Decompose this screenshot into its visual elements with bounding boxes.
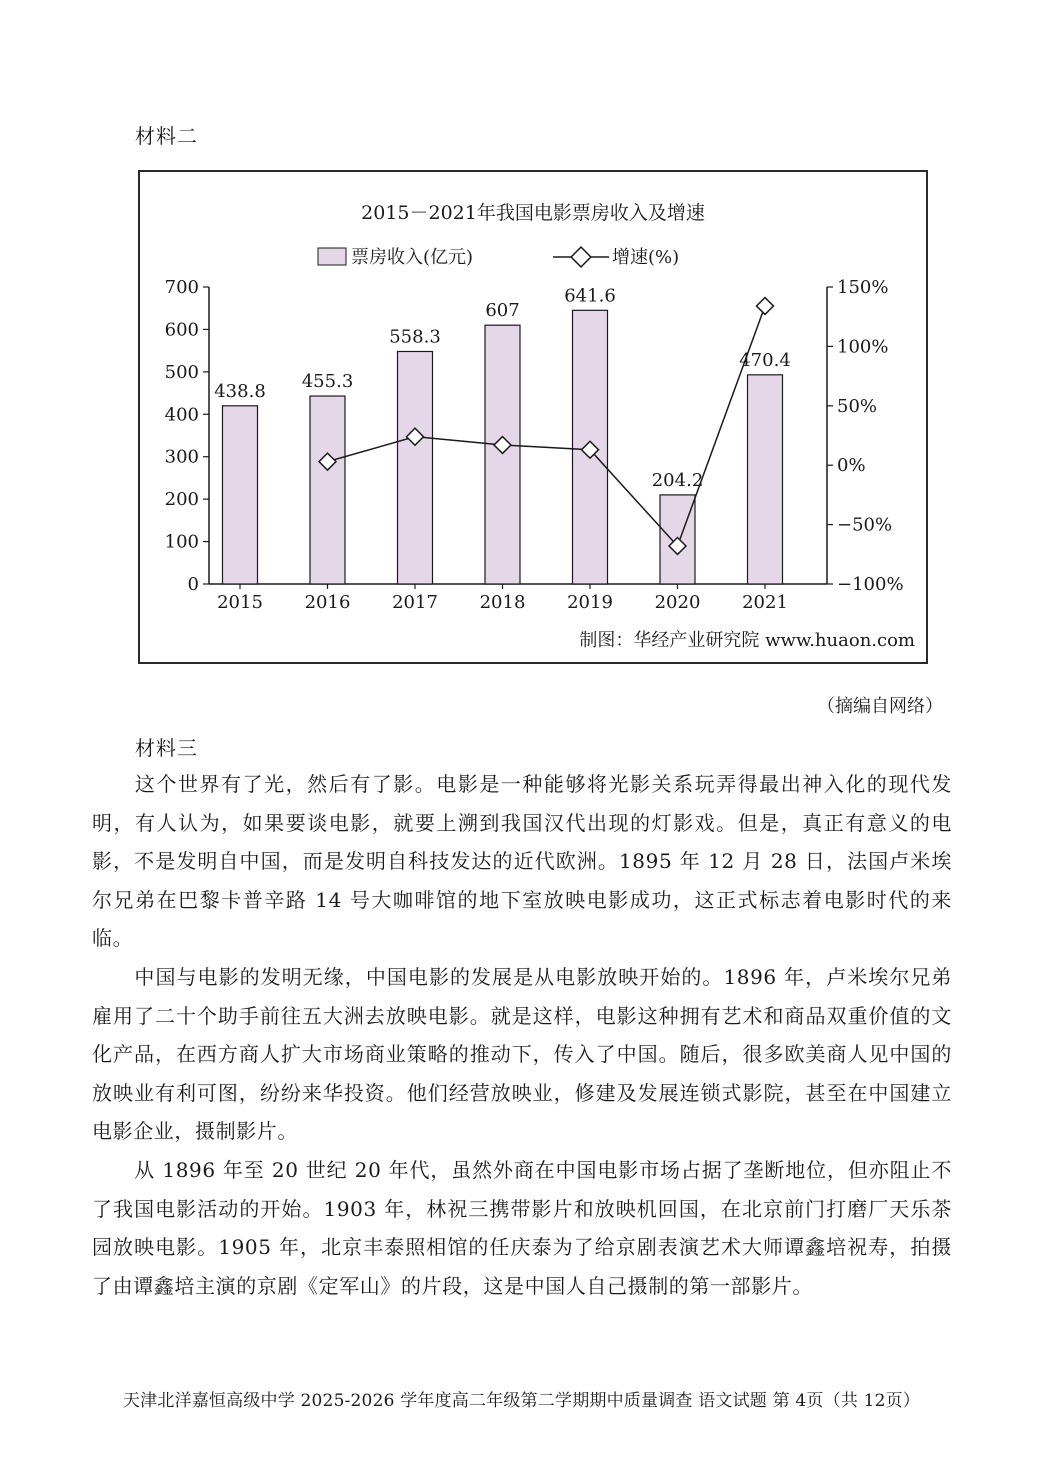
- x-tick-label-2021: 2021: [742, 592, 788, 613]
- paragraph-1: [92, 765, 952, 958]
- bar-2018: [485, 325, 520, 584]
- chart-canvas: [140, 172, 926, 662]
- legend-bar-swatch: [318, 248, 346, 265]
- paragraph-1-text: 这个世界有了光，然后有了影。电影是一种能够将光影关系玩弄得最出神入化的现代发明，有人认为，如果要谈电影，就要上溯到我国汉代出现的灯影戏。但是，真正有意义的电影，不是发明自中国，而是发明自科技发达的近代欧洲。1895 年 12 月 28 日，法国卢米埃尔兄弟在巴黎卡普辛路 14 号大咖啡馆的地下室放映电影成功，这正式标志着电影时代的来临。: [92, 772, 952, 951]
- legend-line-label: 增速(%): [612, 247, 680, 268]
- bar-label-2015: 438.8: [214, 380, 266, 402]
- y-left-tick-label: 600: [164, 319, 199, 341]
- bar-2021: [748, 375, 783, 584]
- paragraph-2-text: 中国与电影的发明无缘，中国电影的发展是从电影放映开始的。1896 年，卢米埃尔兄弟雇用了二十个助手前往五大洲去放映电影。就是这样，电影这种拥有艺术和商品双重价值的文化产品，在西方商人扩大市场商业策略的推动下，传入了中国。随后，很多欧美商人见中国的放映业有利可图，纷纷来华投资。他们经营放映业，修建及发展连锁式影院，甚至在中国建立电影企业，摄制影片。: [92, 965, 952, 1144]
- bar-label-2019: 641.6: [564, 285, 616, 307]
- y-left-tick-label: 400: [164, 404, 199, 426]
- paragraph-2: [92, 958, 952, 1151]
- x-tick-label-2016: 2016: [304, 592, 351, 613]
- source-note: （摘编自网络）: [817, 696, 943, 717]
- chart-credit: 制图：华经产业研究院 www.huaon.com: [579, 630, 915, 651]
- growth-point-2021: [757, 298, 774, 315]
- legend-bar-label: 票房收入(亿元): [351, 247, 474, 268]
- x-tick-label-2017: 2017: [392, 592, 438, 613]
- y-left-tick-label: 300: [164, 446, 199, 468]
- bar-2016: [310, 396, 345, 584]
- y-left-tick-label: 700: [164, 277, 199, 298]
- y-right-tick-label: 50%: [837, 395, 878, 417]
- y-right-tick-label: 150%: [837, 277, 889, 298]
- y-right-tick-label: 100%: [837, 336, 889, 358]
- y-left-tick-label: 500: [164, 361, 199, 383]
- y-left-tick-label: 200: [164, 489, 199, 511]
- x-tick-label-2018: 2018: [479, 592, 526, 613]
- y-right-tick-label: −100%: [837, 574, 904, 595]
- bar-label-2017: 558.3: [389, 326, 441, 348]
- bar-label-2016: 455.3: [301, 371, 354, 393]
- paragraph-3-text: 从 1896 年至 20 世纪 20 年代，虽然外商在中国电影市场占据了垄断地位，但亦阻止不了我国电影活动的开始。1903 年，林祝三携带影片和放映机回国，在北京前门打磨厂天乐茶园放映电影。1905 年，北京丰泰照相馆的任庆泰为了给京剧表演艺术大师谭鑫培祝寿，拍摄了由谭鑫培主演的京剧《定军山》的片段，这是中国人自己摄制的第一部影片。: [92, 1158, 952, 1298]
- chart-title: 2015－2021年我国电影票房收入及增速: [361, 202, 705, 224]
- y-left-tick-label: 100: [164, 531, 199, 553]
- x-tick-label-2019: 2019: [567, 592, 613, 613]
- bar-label-2018: 607: [485, 300, 520, 322]
- material-3-label: 材料三: [135, 736, 198, 760]
- x-tick-label-2015: 2015: [217, 592, 263, 613]
- x-tick-label-2020: 2020: [654, 592, 701, 613]
- paragraph-3: [92, 1151, 952, 1305]
- page-footer: 天津北洋嘉恒高级中学 2025-2026 学年度高二年级第二学期期中质量调查 语文试题 第 4页（共 12页）: [122, 1391, 921, 1411]
- bar-label-2020: 204.2: [651, 469, 704, 491]
- material-2-label: 材料二: [135, 124, 198, 148]
- bar-2015: [223, 406, 258, 584]
- y-left-tick-label: 0: [187, 574, 199, 595]
- bar-label-2021: 470.4: [739, 349, 791, 371]
- legend-line-marker: [571, 247, 591, 267]
- bar-2017: [398, 351, 433, 584]
- box-office-chart: [138, 170, 928, 664]
- y-right-tick-label: −50%: [837, 514, 893, 536]
- y-right-tick-label: 0%: [837, 455, 866, 477]
